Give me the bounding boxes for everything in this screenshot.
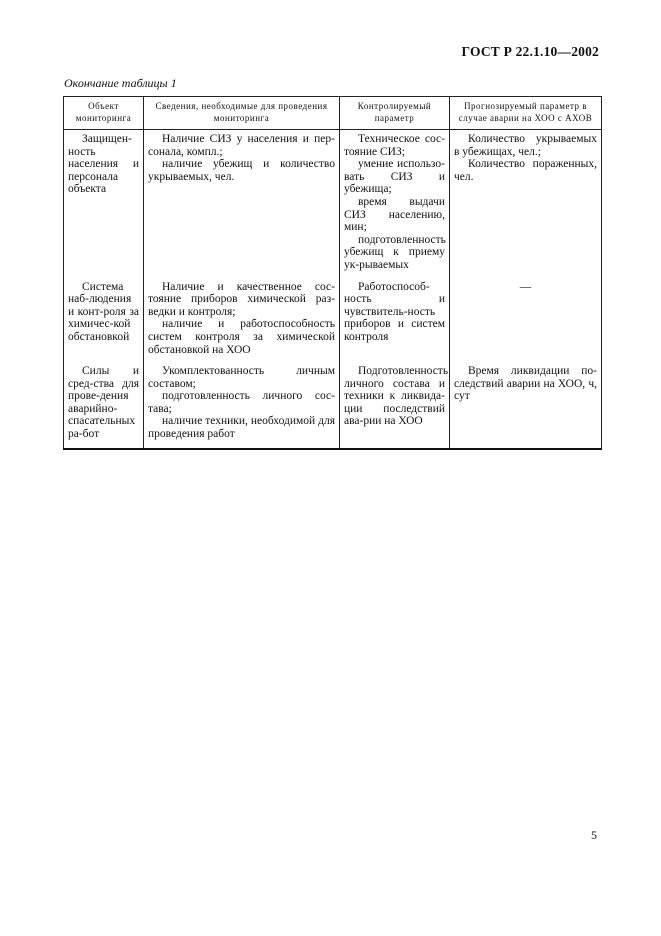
cell-object — [64, 279, 144, 364]
cell-text: Количество укрываемых в убежищах, чел.; — [454, 133, 597, 158]
cell-text: Система наб-людения и конт-роля за химичес-кой обстановкой — [68, 280, 139, 343]
cell-text: время выдачи СИЗ населению, мин; — [344, 195, 445, 234]
cell-param — [340, 279, 450, 364]
standard-code-header: ГОСТ Р 22.1.10—2002 — [461, 44, 599, 59]
column-header-info: Сведения, необходимые для проведения мониторинга — [144, 97, 340, 130]
cell-info — [144, 130, 340, 279]
cell-text: подготовленность личного сос-тава; — [148, 390, 335, 415]
table-row — [64, 279, 602, 364]
cell-text: умение использо-вать СИЗ и убежища; — [344, 158, 445, 196]
cell-forecast — [450, 279, 602, 364]
cell-info — [144, 279, 340, 364]
cell-info — [144, 363, 340, 449]
table-row — [64, 363, 602, 449]
column-header-param: Контролируемый параметр — [340, 97, 450, 130]
monitoring-table — [63, 96, 602, 450]
cell-text: подготовленность убежищ к приему ук-рываемых — [344, 233, 446, 271]
cell-text: Работоспособ-ность и чувствитель-ность приборов и систем контроля — [344, 280, 445, 343]
table-row — [64, 130, 602, 279]
cell-forecast — [450, 130, 602, 279]
cell-text: Наличие СИЗ у населения и пер-сонала, компл.; — [148, 133, 335, 158]
cell-text: Подготовленность личного состава и техники к ликвида-ции последствий ава-рии на ХОО — [344, 365, 449, 428]
cell-forecast — [450, 363, 602, 449]
cell-text: наличие и работоспособность систем контроля за химической обстановкой на ХОО — [148, 318, 335, 356]
cell-text: наличие техники, необходимой для проведения работ — [148, 415, 335, 441]
cell-param — [340, 363, 450, 449]
cell-text: Техническое сос-тояние СИЗ; — [344, 133, 445, 158]
column-header-object: Объект мониторинга — [64, 97, 144, 130]
page-number: 5 — [591, 828, 597, 842]
cell-text: наличие убежищ и количество укрываемых, чел. — [148, 158, 335, 183]
cell-text: Количество пораженных, чел. — [454, 158, 597, 183]
cell-object — [64, 363, 144, 449]
cell-text: Укомплектованность личным составом; — [148, 365, 335, 390]
table-header-row — [64, 97, 602, 130]
empty-dash: — — [519, 280, 532, 293]
cell-text: Силы и сред-ства для прове-дения аварийно-спасательных ра-бот — [68, 365, 139, 441]
cell-text: Время ликвидации по-следствий аварии на ХОО, ч, сут — [454, 365, 597, 403]
column-header-forecast: Прогнозируемый параметр в случае аварии на ХОО с АХОВ — [450, 97, 602, 130]
cell-text: Защищен-ность населения и персонала объекта — [68, 133, 139, 196]
cell-object — [64, 130, 144, 279]
cell-param — [340, 130, 450, 279]
table-continuation-caption: Окончание таблицы 1 — [64, 76, 177, 90]
cell-text: Наличие и качественное сос-тояние приборов химической раз-ведки и контроля; — [148, 280, 335, 318]
